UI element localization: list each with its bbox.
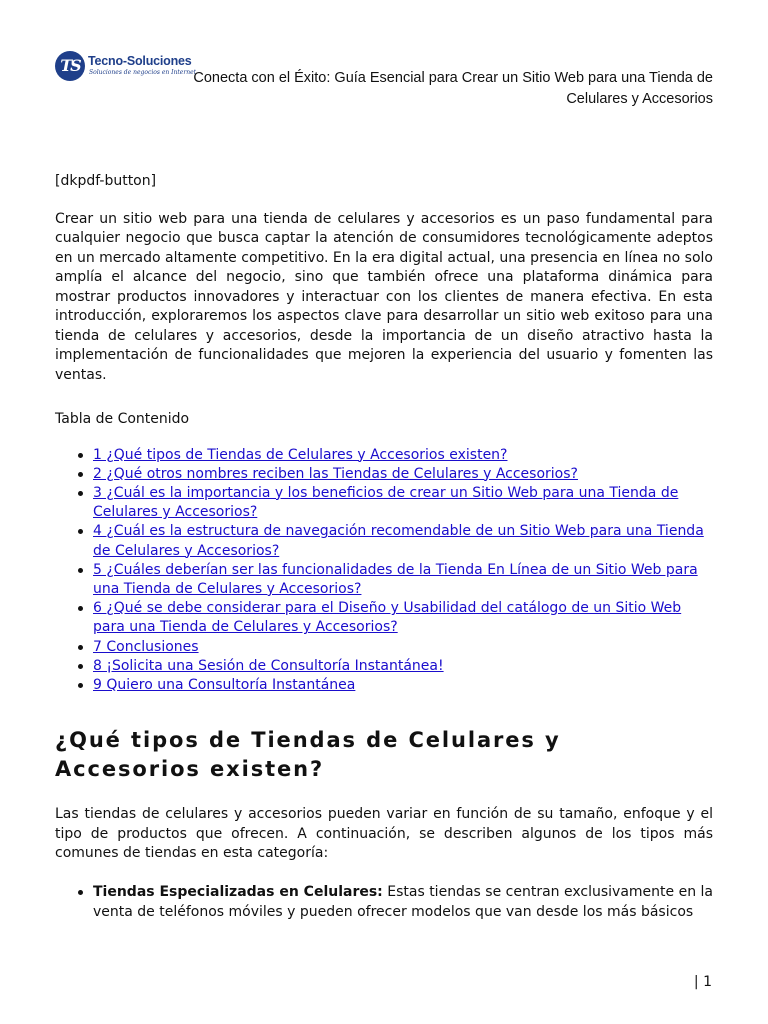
toc-item xyxy=(55,676,713,695)
toc-link[interactable]: 9 Quiero una Consultoría Instantánea xyxy=(93,676,356,693)
intro-paragraph: Crear un sitio web para una tienda de celulares y accesorios es un paso fundamental para cualquier negocio que busca captar la atención de consumidores tecnológicamente adeptos en un mercado altamente competitivo. En la era digital actual, una presencia en línea no solo amplía el alcance del negocio, sino que también ofrece una plataforma dinámica para mostrar productos innovadores y interactuar con los clientes de manera efectiva. En esta introducción, exploraremos los aspectos clave para desarrollar un sitio web exitoso para una tienda de celulares y accesorios, desde la importancia de un diseño atractivo hasta la implementación de funcionalidades que mejoren la experiencia del usuario y fomenten las ventas. xyxy=(55,210,713,383)
logo-mark: TS xyxy=(55,51,85,81)
pdf-button-shortcode: [dkpdf-button] xyxy=(55,173,157,189)
table-of-contents xyxy=(55,446,713,696)
section-heading: ¿Qué tipos de Tiendas de Celulares y Accesorios existen? xyxy=(55,728,561,782)
toc-item xyxy=(55,484,713,522)
toc-link[interactable]: 2 ¿Qué otros nombres reciben las Tiendas de Celulares y Accesorios? xyxy=(93,465,578,482)
toc-title: Tabla de Contenido xyxy=(55,411,190,427)
toc-item xyxy=(55,522,713,560)
toc-item xyxy=(55,465,713,484)
toc-item xyxy=(55,561,713,599)
list-item xyxy=(55,882,713,922)
toc-link[interactable]: 5 ¿Cuáles deberían ser las funcionalidades de la Tienda En Línea de un Sitio Web para una Tienda de Celulares y Accesorios? xyxy=(93,561,698,597)
toc-link[interactable]: 3 ¿Cuál es la importancia y los beneficios de crear un Sitio Web para una Tienda de Celulares y Accesorios? xyxy=(93,484,679,521)
list-item-term: Tiendas Especializadas en Celulares: xyxy=(93,883,383,900)
toc-link[interactable]: 8 ¡Solicita una Sesión de Consultoría Instantánea! xyxy=(93,657,444,674)
toc-item xyxy=(55,599,713,637)
toc-link[interactable]: 7 Conclusiones xyxy=(93,638,199,655)
toc-item xyxy=(55,657,713,676)
document-body xyxy=(55,172,713,922)
logo-tagline: Soluciones de negocios en Internet xyxy=(89,69,197,76)
toc-link[interactable]: 4 ¿Cuál es la estructura de navegación recomendable de un Sitio Web para una Tienda de Celulares y Accesorios? xyxy=(93,523,704,559)
toc-item xyxy=(55,446,713,465)
toc-link[interactable]: 1 ¿Qué tipos de Tiendas de Celulares y Accesorios existen? xyxy=(93,446,508,463)
store-types-list xyxy=(55,882,713,922)
logo-name: Tecno-Soluciones xyxy=(88,54,192,68)
toc-item xyxy=(55,638,713,657)
document-header-title: Conecta con el Éxito: Guía Esencial para Crear un Sitio Web para una Tienda de Celulares y Accesorios xyxy=(193,70,713,107)
section-intro-paragraph: Las tiendas de celulares y accesorios pueden variar en función de su tamaño, enfoque y el tipo de productos que ofrecen. A continuación, se describen algunos de los tipos más comunes de tiendas en esta categoría: xyxy=(55,806,713,862)
toc-link[interactable]: 6 ¿Qué se debe considerar para el Diseño y Usabilidad del catálogo de un Sitio Web para una Tienda de Celulares y Accesorios? xyxy=(93,600,682,636)
company-logo xyxy=(55,51,215,83)
page-number: | 1 xyxy=(693,974,712,990)
list-item-text: Estas tiendas se centran exclusivamente en la venta de teléfonos móviles y pueden ofrecer modelos que van desde los más básicos xyxy=(93,883,713,920)
